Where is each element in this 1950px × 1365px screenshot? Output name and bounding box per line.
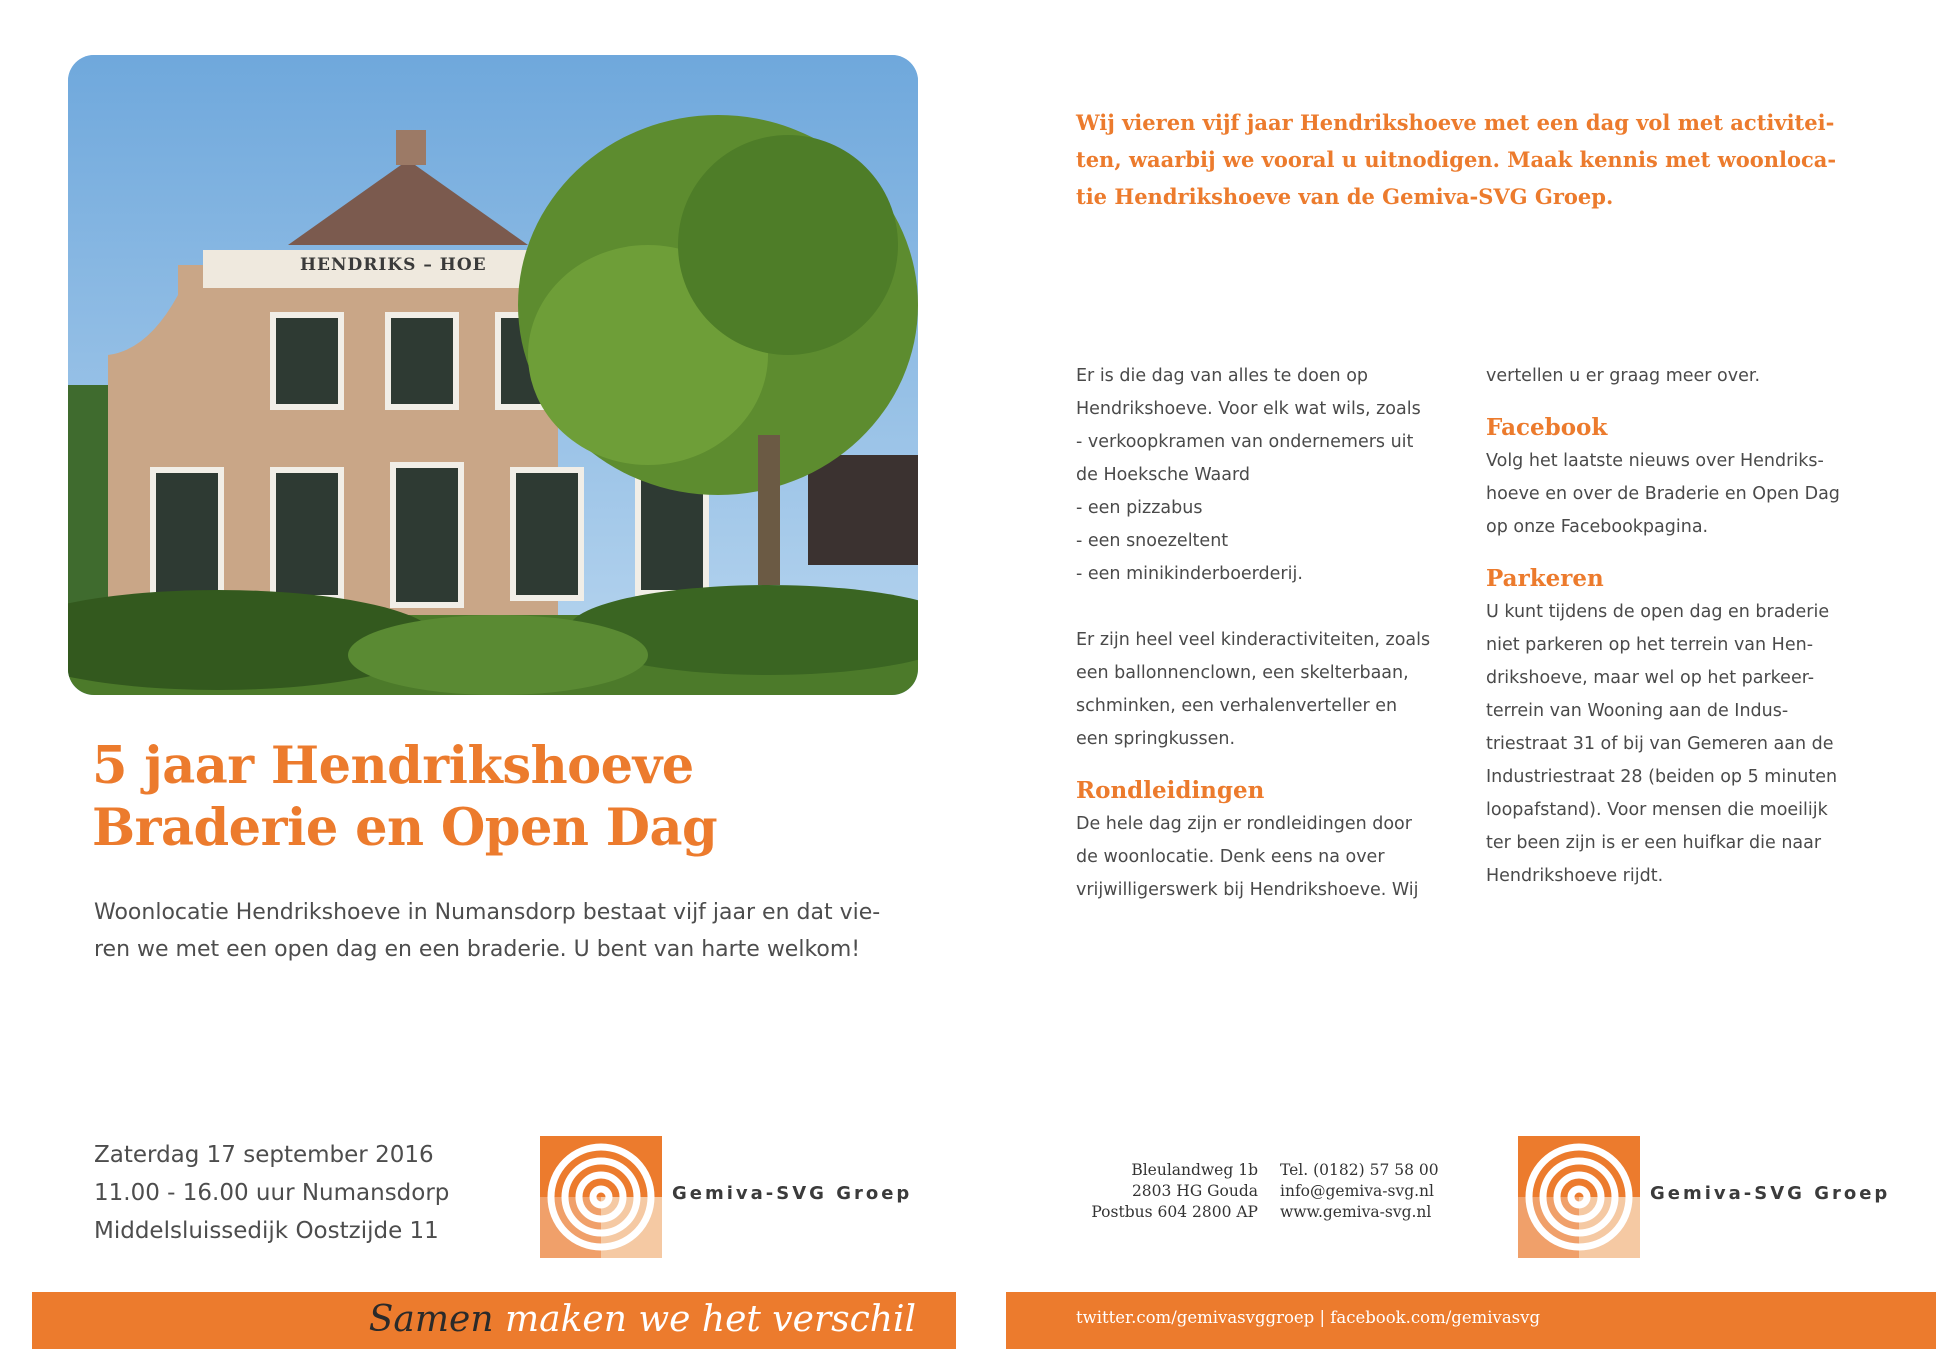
text-column-1 xyxy=(1076,360,1456,907)
text-line: - een snoezeltent xyxy=(1076,531,1229,551)
text-line: op onze Facebookpagina. xyxy=(1486,517,1709,537)
text-line: Volg het laatste nieuws over Hendriks- xyxy=(1486,451,1824,471)
phone: Tel. (0182) 57 58 00 xyxy=(1280,1161,1439,1179)
event-date: Zaterdag 17 september 2016 xyxy=(94,1142,434,1168)
text-line: Er zijn heel veel kinderactiviteiten, zoals xyxy=(1076,630,1431,650)
text-line: terrein van Wooning aan de Indus- xyxy=(1486,701,1789,721)
slogan xyxy=(369,1296,916,1344)
text-line: Industriestraat 28 (beiden op 5 minuten xyxy=(1486,767,1838,787)
text-line: ter been zijn is er een huifkar die naar xyxy=(1486,833,1822,853)
address-line: Bleulandweg 1b xyxy=(1131,1161,1258,1179)
heading-facebook: Facebook xyxy=(1486,414,1608,441)
text-line: - verkoopkramen van ondernemers uit xyxy=(1076,432,1414,452)
intro-text xyxy=(94,894,914,968)
text-line: drikshoeve, maar wel op het parkeer- xyxy=(1486,668,1815,688)
intro-line-1: Woonlocatie Hendrikshoeve in Numansdorp bestaat vijf jaar en dat vie- xyxy=(94,900,881,925)
text-line: een springkussen. xyxy=(1076,729,1236,749)
page-title xyxy=(92,735,912,859)
social-bar xyxy=(1006,1292,1936,1349)
hero-photo xyxy=(68,55,918,695)
text-line: niet parkeren op het terrein van Hen- xyxy=(1486,635,1814,655)
postal-address xyxy=(1070,1160,1258,1223)
lead-line-3: tie Hendrikshoeve van de Gemiva-SVG Groep. xyxy=(1076,184,1614,209)
contact-info xyxy=(1280,1160,1439,1223)
slogan-part-1: Samen xyxy=(368,1299,494,1340)
text-column-2 xyxy=(1486,360,1866,893)
slogan-part-2: maken we het verschil xyxy=(504,1299,916,1340)
address-line: 2803 HG Gouda xyxy=(1131,1182,1258,1200)
gemiva-logo-icon xyxy=(1518,1136,1640,1258)
text-line: triestraat 31 of bij van Gemeren aan de xyxy=(1486,734,1834,754)
lead-line-2: ten, waarbij we vooral u uitnodigen. Maak kennis met woonloca- xyxy=(1076,147,1837,172)
social-links[interactable]: twitter.com/gemivasvggroep | facebook.com/gemivasvg xyxy=(1076,1308,1541,1327)
intro-line-2: ren we met een open dag en een braderie. U bent van harte welkom! xyxy=(94,937,861,962)
text-line: U kunt tijdens de open dag en braderie xyxy=(1486,602,1830,622)
logo-text: Gemiva-SVG Groep xyxy=(672,1183,913,1204)
heading-rondleidingen: Rondleidingen xyxy=(1076,777,1265,804)
event-details xyxy=(94,1136,534,1250)
text-line: de Hoeksche Waard xyxy=(1076,465,1250,485)
text-line: Hendrikshoeve. Voor elk wat wils, zoals xyxy=(1076,399,1421,419)
logo-text: Gemiva-SVG Groep xyxy=(1650,1183,1891,1204)
heading-parkeren: Parkeren xyxy=(1486,565,1604,592)
lead-paragraph xyxy=(1076,104,1876,215)
text-line: een ballonnenclown, een skelterbaan, xyxy=(1076,663,1409,683)
text-line: hoeve en over de Braderie en Open Dag xyxy=(1486,484,1840,504)
website-link[interactable]: www.gemiva-svg.nl xyxy=(1280,1203,1432,1221)
text-line: vertellen u er graag meer over. xyxy=(1486,366,1761,386)
text-line: Er is die dag van alles te doen op xyxy=(1076,366,1369,386)
text-line: vrijwilligerswerk bij Hendrikshoeve. Wij xyxy=(1076,880,1419,900)
event-address: Middelsluissedijk Oostzijde 11 xyxy=(94,1218,439,1244)
text-line: - een minikinderboerderij. xyxy=(1076,564,1303,584)
text-line: De hele dag zijn er rondleidingen door xyxy=(1076,814,1412,834)
title-line-1: 5 jaar Hendrikshoeve xyxy=(92,736,694,796)
address-line: Postbus 604 2800 AP xyxy=(1091,1203,1258,1221)
text-line: - een pizzabus xyxy=(1076,498,1203,518)
slogan-bar xyxy=(32,1292,956,1349)
house-sign: HENDRIKS – HOE xyxy=(300,255,487,275)
event-time: 11.00 - 16.00 uur Numansdorp xyxy=(94,1180,450,1206)
gemiva-logo-icon xyxy=(540,1136,662,1258)
title-line-2: Braderie en Open Dag xyxy=(92,798,718,858)
text-line: Hendrikshoeve rijdt. xyxy=(1486,866,1664,886)
text-line: loopafstand). Voor mensen die moeilijk xyxy=(1486,800,1828,820)
text-line: de woonlocatie. Denk eens na over xyxy=(1076,847,1385,867)
email-link[interactable]: info@gemiva-svg.nl xyxy=(1280,1182,1434,1200)
lead-line-1: Wij vieren vijf jaar Hendrikshoeve met een dag vol met activitei- xyxy=(1076,110,1835,135)
text-line: schminken, een verhalenverteller en xyxy=(1076,696,1398,716)
